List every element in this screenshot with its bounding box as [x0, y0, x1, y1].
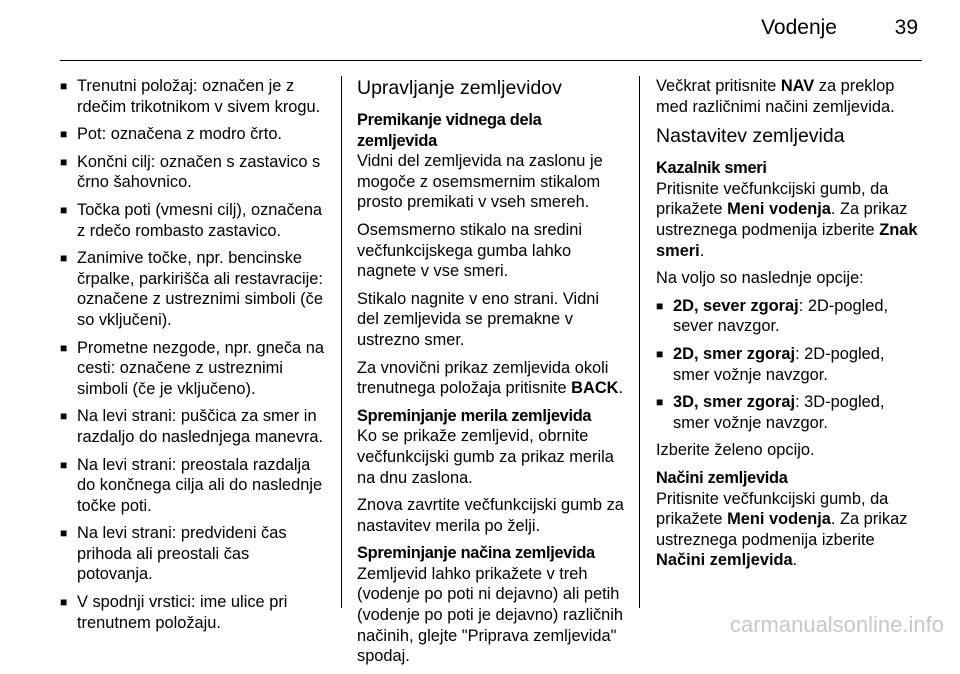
- watermark: carmanualsonline.info: [729, 612, 944, 637]
- list-item: ■ Zanimive točke, npr. bencinske črpalke, parkirišča ali restavracije: označene z ustreznimi simboli (če so vključeni).: [60, 248, 328, 330]
- header-divider: [60, 60, 922, 61]
- paragraph: Pritisnite večfunkcijski gumb, da prikažete Meni vodenja. Za prikaz ustreznega podmenija izberite Znak smeri.: [656, 179, 918, 260]
- paragraph: Izberite želeno opcijo.: [656, 441, 815, 460]
- paragraph: Zemljevid lahko prikažete v treh (vodenje po poti ni dejavno) ali petih (vodenje po poti je dejavno) različnih načinih, glejte "Priprava zemljevida" spodaj.: [357, 564, 624, 666]
- list-item: ■ Končni cilj: označen s zastavico s črno šahovnico.: [60, 152, 328, 193]
- page-title: Vodenje: [761, 16, 837, 39]
- option-label: Načini zemljevida: [656, 551, 793, 570]
- list-item: ■ 2D, smer zgoraj: 2D-pogled, smer vožnje navzgor.: [656, 344, 924, 385]
- section-heading: Nastavitev zemljevida: [656, 125, 845, 148]
- map-symbol-list: [60, 76, 328, 633]
- column-3: [656, 76, 924, 578]
- list-item: ■ 3D, smer zgoraj: 3D-pogled, smer vožnje navzgor.: [656, 392, 924, 433]
- paragraph: Stikalo nagnite v eno strani. Vidni del zemljevida se premakne v ustrezno smer.: [357, 289, 600, 349]
- column-divider-1: [341, 76, 342, 608]
- subsection-title: Načini zemljevida: [656, 468, 788, 487]
- subsection-title: Spreminjanje merila zemljevida: [357, 406, 592, 425]
- list-item: ■ V spodnji vrstici: ime ulice pri trenutnem položaju.: [60, 592, 328, 633]
- list-item: ■ Pot: označena z modro črto.: [60, 124, 328, 145]
- list-item: ■ 2D, sever zgoraj: 2D-pogled, sever navzgor.: [656, 296, 924, 337]
- list-item: ■ Točka poti (vmesni cilj), označena z rdečo rombasto zastavico.: [60, 200, 328, 241]
- menu-label: Meni vodenja: [727, 200, 831, 219]
- key-label: BACK: [571, 379, 619, 398]
- list-item: ■ Na levi strani: predvideni čas prihoda ali preostali čas potovanja.: [60, 523, 328, 585]
- list-item: ■ Prometne nezgode, npr. gneča na cesti: označene z ustreznimi simboli (če je vključeno).: [60, 338, 328, 400]
- paragraph: Osemsmerno stikalo na sredini večfunkcijskega gumba lahko nagnete v vse smeri.: [357, 220, 583, 281]
- paragraph: Ko se prikaže zemljevid, obrnite večfunkcijski gumb za prikaz merila na dnu zaslona.: [357, 427, 614, 487]
- paragraph: Pritisnite večfunkcijski gumb, da prikažete Meni vodenja. Za prikaz ustreznega podmenija izberite Načini zemljevida.: [656, 489, 908, 570]
- section-heading: Upravljanje zemljevidov: [357, 77, 562, 99]
- paragraph: Vidni del zemljevida na zaslonu je mogoče z osemsmernim stikalom prosto premikati v vseh smereh.: [357, 152, 603, 212]
- subsection-title: Premikanje vidnega dela zemljevida: [357, 111, 542, 150]
- list-item: ■ Trenutni položaj: označen je z rdečim trikotnikom v sivem krogu.: [60, 76, 328, 117]
- column-divider-2: [639, 76, 640, 608]
- menu-label: Meni vodenja: [727, 510, 831, 529]
- list-item: ■ Na levi strani: puščica za smer in razdaljo do naslednjega manevra.: [60, 406, 328, 447]
- paragraph: Za vnovični prikaz zemljevida okoli trenutnega položaja pritisnite BACK.: [357, 358, 624, 398]
- page-number: 39: [894, 16, 918, 39]
- column-1: [60, 76, 328, 640]
- subsection-title: Spreminjanje načina zemljevida: [357, 544, 595, 563]
- paragraph: Večkrat pritisnite NAV za preklop med različnimi načini zemljevida.: [656, 77, 895, 116]
- option-list: [656, 296, 924, 434]
- option-label: Znak smeri: [656, 220, 918, 260]
- key-label: NAV: [780, 77, 815, 95]
- list-item: ■ Na levi strani: preostala razdalja do končnega cilja ali do naslednje točke poti.: [60, 455, 328, 517]
- paragraph: Znova zavrtite večfunkcijski gumb za nastavitev merila po želji.: [357, 496, 624, 535]
- paragraph: Na voljo so naslednje opcije:: [656, 269, 864, 288]
- subsection-title: Kazalnik smeri: [656, 159, 767, 178]
- column-2: [357, 76, 625, 674]
